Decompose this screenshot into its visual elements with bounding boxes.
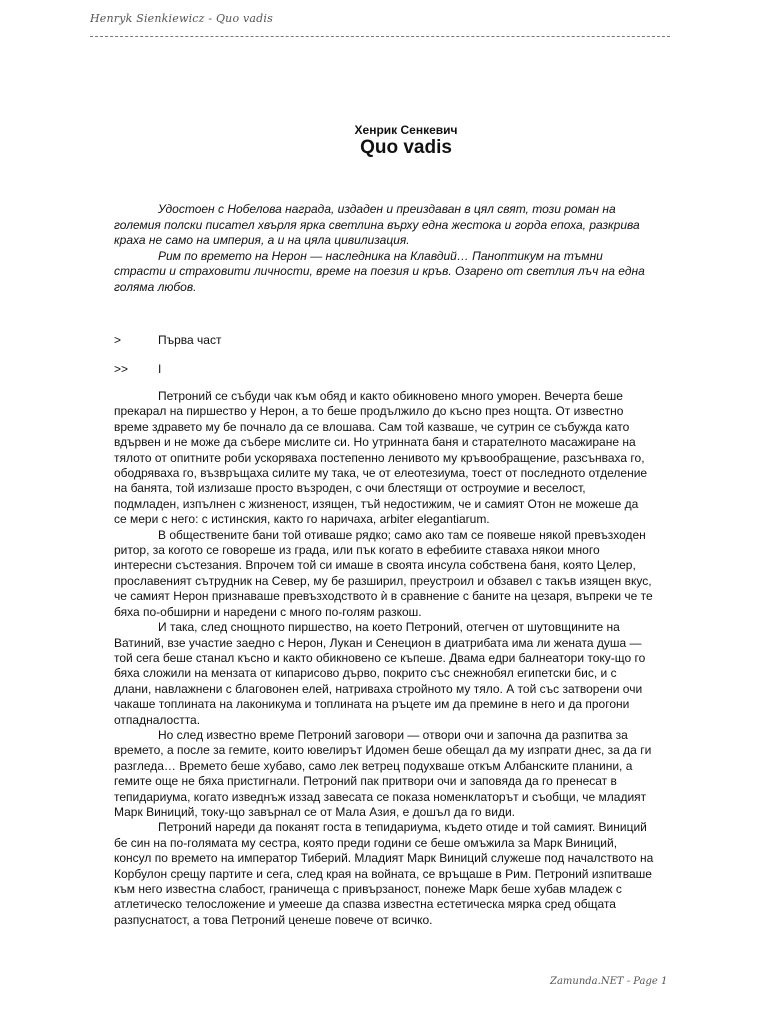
toc-marker: > — [114, 333, 122, 347]
book-author: Хенрик Сенкевич — [354, 123, 458, 137]
page-footer: Zamunda.NET - Page 1 — [550, 976, 668, 987]
body-paragraph: Петроний нареди да поканят госта в тепидариума, където отиде и той самият. Виниций бе син на по-голямата му сестра, която преди години се беше омъжила за Марк Виниций, консул по времето на император Тиберий. Младият Марк Виниций служеше под началството на Корбулон срещу партите и сега, след края на войната, се връщаше в Рим. Петроний изпитваше към него известна слабост, граничеща с привързаност, понеже Марк беше хубав младеж с атлетическо телосложение и умееше да спазва известна естетическа мярка сред общата разпуснатост, а това Петроний ценеше повече от всичко. — [114, 820, 654, 927]
header-divider — [90, 36, 670, 37]
body-paragraph: В обществените бани той отиваше рядко; само ако там се появеше някой превъзходен ритор, за когото се говореше из града, или пък когато в ефебиите ставаха някои много интересни състезания. Впрочем той си имаше в своята инсула собствена баня, която Целер, прославеният сътрудник на Север, му бе разширил, преустроил и обзавел с такъв изящен вкус, че самият Нерон признаваше превъзходството ѝ в сравнение с баните на цезаря, въпреки че те бяха по-обширни и наредени с много по-голям разкош. — [114, 527, 653, 619]
body-paragraph: Петроний се събуди чак към обяд и както обикновено много уморен. Вечерта беше прекарал на пиршество у Нерон, а то беше продължило до късно през нощта. От известно време здравето му бе почнало да се влошава. Сам той казваше, че сутрин се събужда като вдървен и не може да събере мислите си. Но утринната баня и старателното масажиране на тялото от опитните роби ускоряваха постепенно ленивото му кръвообращение, разсънваха го, ободряваха го, възвръщаха силите му така, че от елеотезиума, тоест от последното отделение на банята, той излизаше просто възроден, с очи блестящи от остроумие и веселост, подмладен, изпълнен с жизненост, изящен, тъй недостижим, че и самият Отон не можеше да се мери с него: с истинския, както го наричаха, arbiter elegantiarum. — [114, 389, 648, 527]
toc-item-part-one[interactable] — [114, 333, 221, 348]
toc-item-chapter-one[interactable] — [114, 362, 161, 377]
running-header: Henryk Sienkiewicz - Quo vadis — [90, 12, 273, 25]
body-paragraph: Но след известно време Петроний заговори — отвори очи и започна да разпитва за времето, а после за гемите, които ювелирът Идомен беше обещал да му изпрати днес, за да ги разгледа… Времето беше хубаво, само лек ветрец подухваше откъм Албанските планини, а гемите още не бяха пристигнали. Петроний пак притвори очи и заповяда да го пренесат в тепидариума, когато изведнъж иззад завесата се показа номенклаторът и съобщи, че младият Марк Виниций, току-що завърнал се от Мала Азия, е дошъл да го види. — [114, 727, 652, 819]
toc-label: Първа част — [158, 333, 222, 347]
toc-marker: >> — [114, 362, 129, 376]
body-paragraph: И така, след снощното пиршество, на което Петроний, отегчен от шутовщините на Ватиний, взе участие заедно с Нерон, Лукан и Сенецион в диатрибата има ли жената душа — той сега беше станал късно и както обикновено се къпеше. Двама едри балнеатори току-що го бяха сложили на мензата от кипарисово дърво, покрито със снежнобял египетски бис, и с длани, навлажнени с благовонен елей, натриваха стройното му тяло. А той със затворени очи чакаше топлината на лаконикума и топлината на ръцете им да премине в него и да прогони отпадналостта. — [114, 620, 646, 727]
intro-paragraph: Удостоен с Нобелова награда, издаден и преиздаван в цял свят, този роман на големия полски писател хвърля ярка светлина върху една жестока и горда епоха, разкрива краха не само на империя, а и на цяла цивилизация. — [114, 202, 640, 247]
toc-label: I — [158, 362, 162, 376]
book-title: Quo vadis — [360, 137, 452, 158]
intro-paragraph: Рим по времето на Нерон — наследника на Клавдий… Паноптикум на тъмни страсти и страховити личности, време на поезия и кръв. Озарено от светлия лъч на една голяма любов. — [114, 248, 645, 294]
intro-blurb — [114, 202, 654, 295]
chapter-body — [114, 389, 654, 928]
